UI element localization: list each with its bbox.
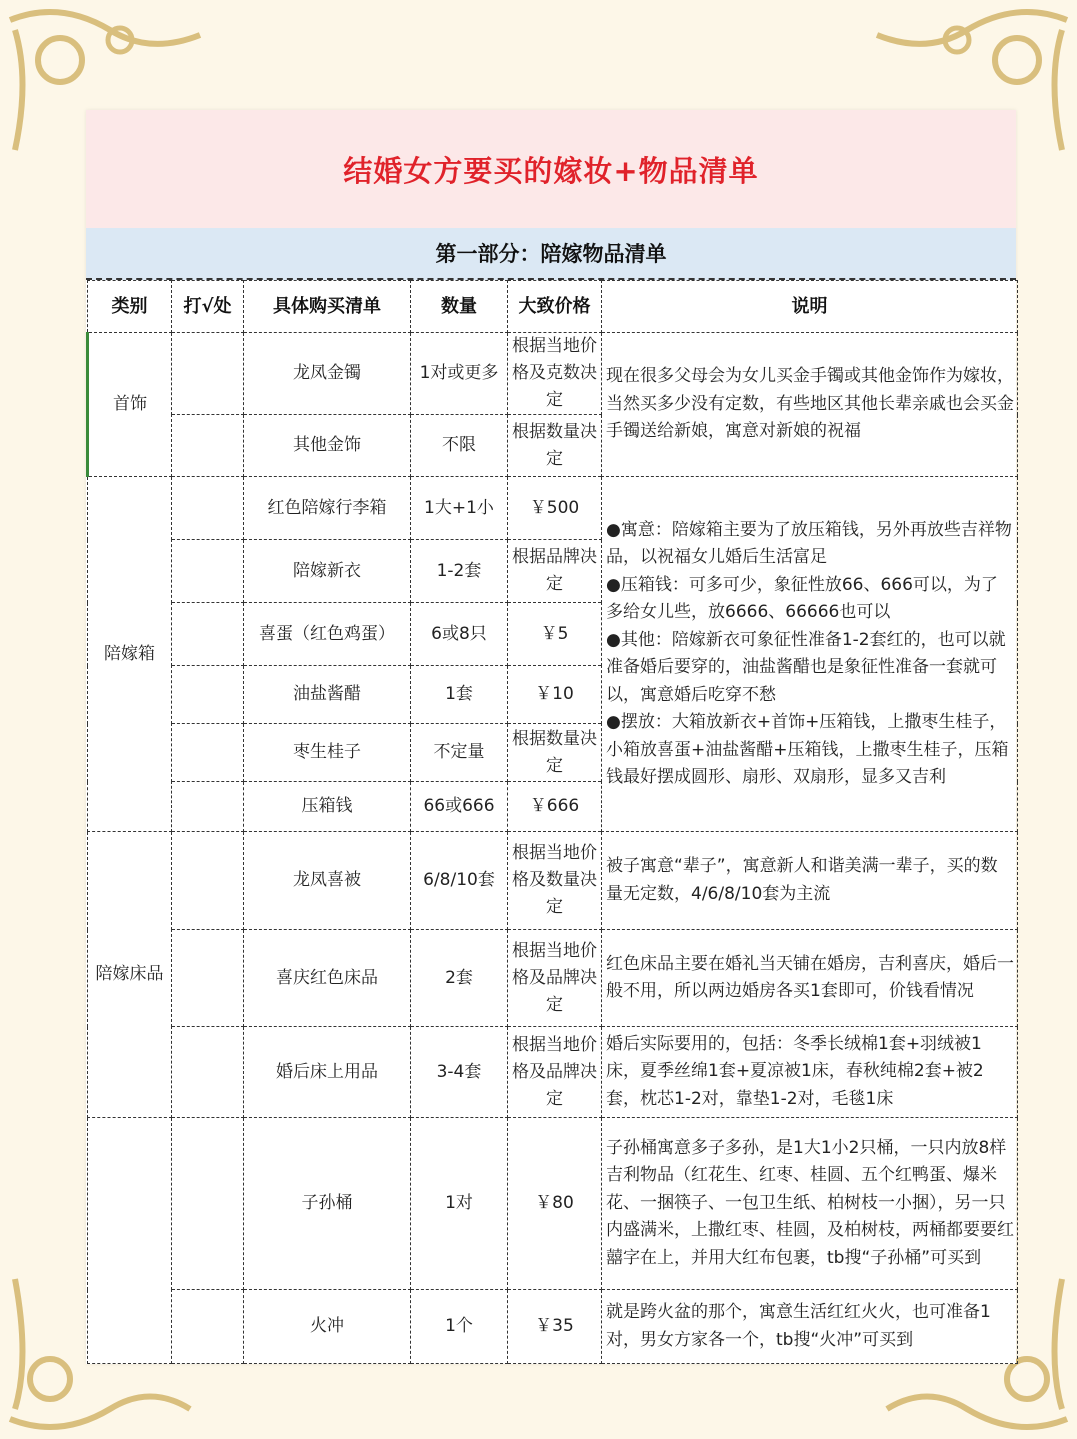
note-cell: 子孙桶寓意多子多孙，是1大1小2只桶，一只内放8样吉利物品（红花生、红枣、桂圆、五个红鸭蛋、爆米花、一捆筷子、一包卫生纸、柏树枝一小捆），另一只内盛满米，上撒红枣、桂圆，及柏树枝，两桶都要要红囍字在上，并用大红布包裹，tb搜“子孙桶”可买到 [602,1118,1018,1290]
note-line: ●其他：陪嫁新衣可象征性准备1-2套红的，也可以就准备婚后要穿的，油盐酱醋也是象征性准备一套就可以，寓意婚后吃穿不愁 [606,629,1006,705]
check-cell[interactable] [172,415,244,477]
check-cell[interactable] [172,333,244,415]
item-price: ￥80 [508,1118,602,1290]
table-row [88,930,1018,1027]
header-item: 具体购买清单 [244,281,411,333]
item-quantity: 1对或更多 [411,333,508,415]
table-row [88,1027,1018,1118]
item-quantity: 3-4套 [411,1027,508,1118]
note-cell [602,477,1018,832]
note-cell: 婚后实际要用的，包括：冬季长绒棉1套+羽绒被1床，夏季丝绵1套+夏凉被1床，春秋纯棉2套+被2套，枕芯1-2对，靠垫1-2对，毛毯1床 [602,1027,1018,1118]
section-title: 第一部分：陪嫁物品清单 [435,242,667,266]
note-cell: 红色床品主要在婚礼当天铺在婚房，吉利喜庆，婚后一般不用，所以两边婚房各买1套即可，价钱看情况 [602,930,1018,1027]
item-price: ￥10 [508,666,602,724]
check-cell[interactable] [172,782,244,832]
item-quantity: 66或666 [411,782,508,832]
note-cell: 现在很多父母会为女儿买金手镯或其他金饰作为嫁妆，当然买多少没有定数，有些地区其他长辈亲戚也会买金手镯送给新娘，寓意对新娘的祝福 [602,333,1018,477]
item-price: 根据数量决定 [508,724,602,782]
note-cell: 被子寓意“辈子”，寓意新人和谐美满一辈子，买的数量无定数，4/6/8/10套为主流 [602,832,1018,930]
category-cell: 陪嫁箱 [88,477,172,832]
item-name: 龙凤金镯 [244,333,411,415]
item-name: 陪嫁新衣 [244,540,411,603]
header-quantity: 数量 [411,281,508,333]
item-quantity: 1套 [411,666,508,724]
category-cell: 陪嫁床品 [88,832,172,1118]
table-row [88,1290,1018,1364]
item-price: 根据当地价格及品牌决定 [508,930,602,1027]
item-quantity: 1大+1小 [411,477,508,540]
item-name: 喜庆红色床品 [244,930,411,1027]
item-quantity: 2套 [411,930,508,1027]
check-cell[interactable] [172,724,244,782]
item-name: 压箱钱 [244,782,411,832]
note-line: ●摆放：大箱放新衣+首饰+压箱钱，上撒枣生桂子，小箱放喜蛋+油盐酱醋+压箱钱，上撒枣生桂子，压箱钱最好摆成圆形、扇形、双扇形，显多又吉利 [606,712,1009,787]
check-cell[interactable] [172,832,244,930]
check-cell[interactable] [172,1290,244,1364]
item-price: 根据当地价格及数量决定 [508,832,602,930]
table-row [88,832,1018,930]
check-cell[interactable] [172,666,244,724]
item-name: 红色陪嫁行李箱 [244,477,411,540]
item-price: 根据数量决定 [508,415,602,477]
header-price: 大致价格 [508,281,602,333]
page-title: 结婚女方要买的嫁妆+物品清单 [343,153,759,188]
category-cell [88,1118,172,1364]
header-category: 类别 [88,281,172,333]
check-cell[interactable] [172,477,244,540]
item-quantity: 1对 [411,1118,508,1290]
item-name: 喜蛋（红色鸡蛋） [244,603,411,666]
item-name: 火冲 [244,1290,411,1364]
item-price: 根据品牌决定 [508,540,602,603]
item-price: ￥500 [508,477,602,540]
item-name: 其他金饰 [244,415,411,477]
check-cell[interactable] [172,540,244,603]
item-quantity: 6或8只 [411,603,508,666]
item-quantity: 不定量 [411,724,508,782]
item-quantity: 不限 [411,415,508,477]
section-band [86,228,1016,280]
title-band [86,110,1016,230]
header-check: 打√处 [172,281,244,333]
item-price: 根据当地价格及克数决定 [508,333,602,415]
item-quantity: 1个 [411,1290,508,1364]
item-name: 子孙桶 [244,1118,411,1290]
header-row [88,281,1018,333]
category-cell: 首饰 [88,333,172,477]
checklist-sheet [86,110,1016,1364]
item-price: ￥5 [508,603,602,666]
checklist-table [86,280,1018,1364]
check-cell[interactable] [172,930,244,1027]
item-name: 婚后床上用品 [244,1027,411,1118]
note-line: ●寓意：陪嫁箱主要为了放压箱钱，另外再放些吉祥物品，以祝福女儿婚后生活富足 [606,519,1012,567]
table-row [88,1118,1018,1290]
item-name: 枣生桂子 [244,724,411,782]
table-row [88,477,1018,540]
check-cell[interactable] [172,1027,244,1118]
item-quantity: 6/8/10套 [411,832,508,930]
table-row [88,333,1018,415]
item-name: 龙凤喜被 [244,832,411,930]
item-price: ￥666 [508,782,602,832]
header-note: 说明 [602,281,1018,333]
check-cell[interactable] [172,1118,244,1290]
item-name: 油盐酱醋 [244,666,411,724]
note-cell: 就是跨火盆的那个，寓意生活红红火火，也可准备1对，男女方家各一个，tb搜“火冲”可买到 [602,1290,1018,1364]
item-price: ￥35 [508,1290,602,1364]
note-line: ●压箱钱：可多可少，象征性放66、666可以，为了多给女儿些，放6666、66666也可以 [606,574,998,622]
check-cell[interactable] [172,603,244,666]
item-price: 根据当地价格及品牌决定 [508,1027,602,1118]
item-quantity: 1-2套 [411,540,508,603]
